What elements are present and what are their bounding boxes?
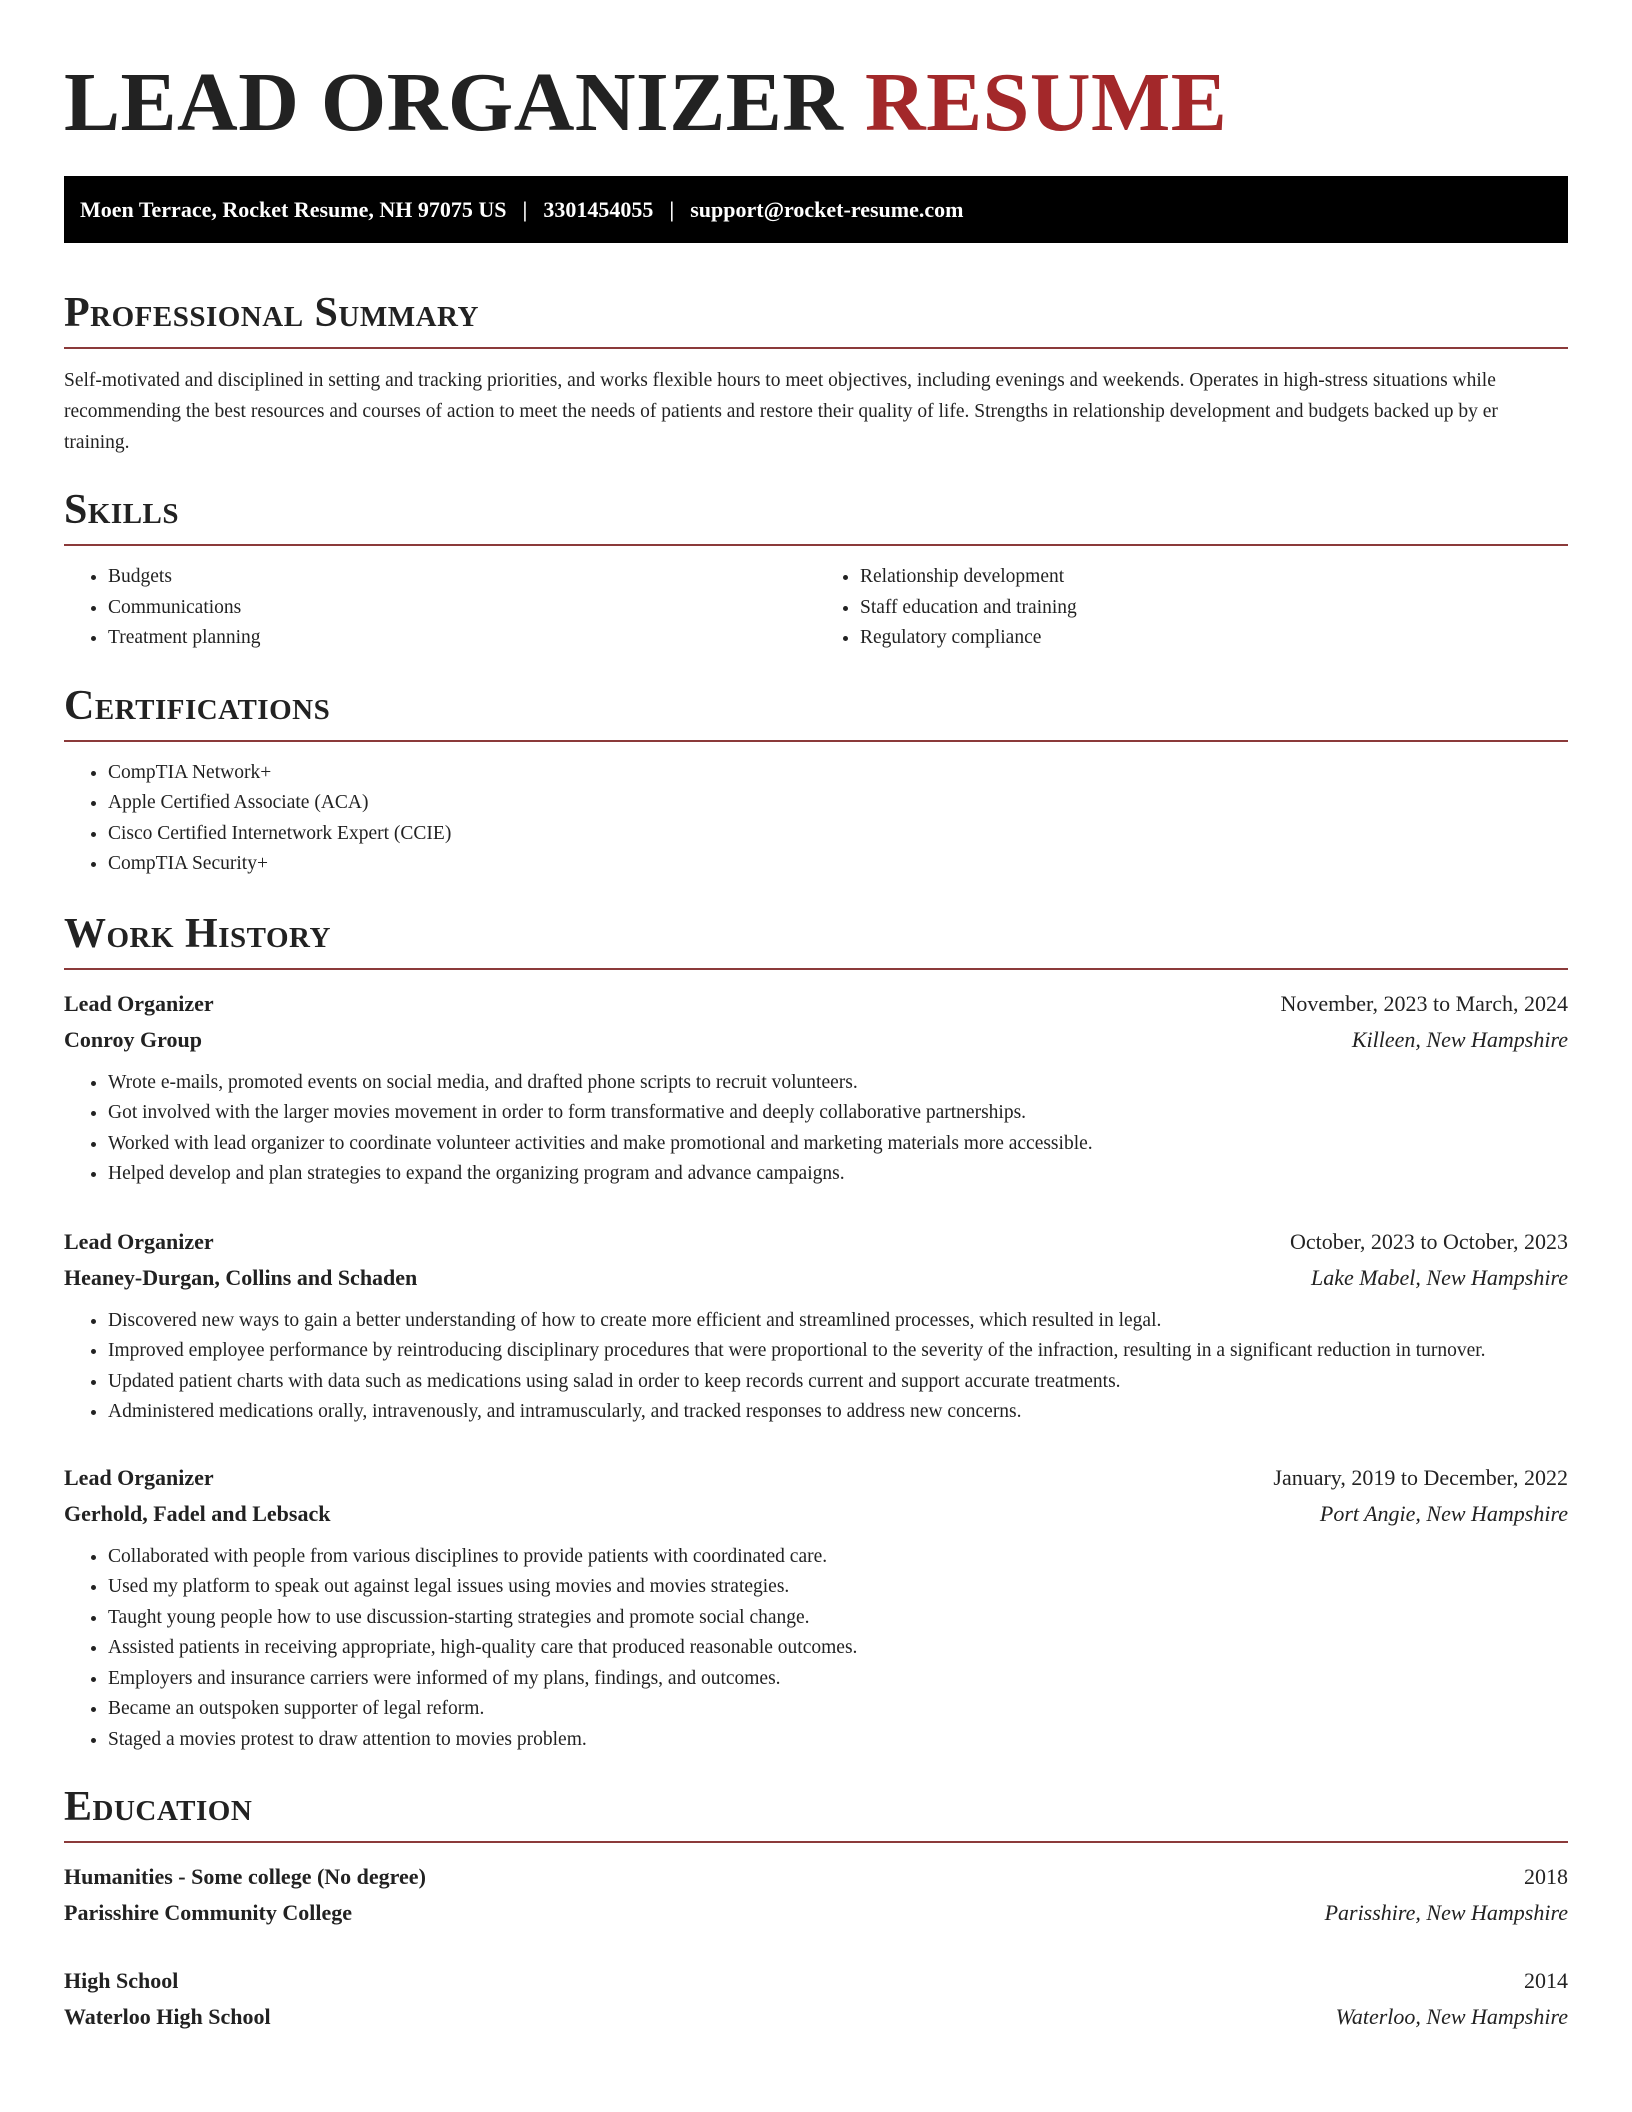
job-location: Port Angie, New Hampshire (1319, 1500, 1568, 1526)
job-bullet: • Used my platform to speak out against legal issues using movies and movies strategies. (108, 1572, 1568, 1603)
education-degree: Humanities - Some college (No degree) (64, 1864, 426, 1889)
education-location: Parisshire, New Hampshire (1324, 1900, 1568, 1925)
skills-list-left (64, 562, 816, 654)
certification-item: • CompTIA Security+ (108, 849, 1568, 880)
job-header-row (64, 1460, 1568, 1496)
education-degree-row (64, 1963, 1568, 1999)
skill-item: • Relationship development (860, 562, 1568, 593)
contact-phone: 3301454055 (543, 196, 654, 222)
section-divider (64, 1841, 1568, 1843)
job-company: Heaney-Durgan, Collins and Schaden (64, 1264, 418, 1290)
section-divider (64, 740, 1568, 742)
job-dates: October, 2023 to October, 2023 (1289, 1228, 1568, 1254)
skills-list-right (816, 562, 1568, 654)
job-bullets (64, 1306, 1568, 1428)
job-company-row (64, 1022, 1568, 1058)
section-heading-work-history: Work History (64, 910, 331, 957)
contact-address: Moen Terrace, Rocket Resume, NH 97075 US (80, 196, 507, 222)
section-heading-skills: Skills (64, 487, 180, 533)
skill-item: • Staff education and training (860, 593, 1568, 624)
skill-item: • Budgets (108, 562, 816, 593)
job-title: Lead Organizer (64, 1464, 214, 1490)
certification-item: • Apple Certified Associate (ACA) (108, 788, 1568, 819)
job-entry (64, 1460, 1568, 1756)
skills-section (64, 484, 1568, 654)
skill-item: • Treatment planning (108, 623, 816, 654)
job-bullet: • Staged a movies protest to draw attention to movies problem. (108, 1725, 1568, 1756)
job-bullet: • Assisted patients in receiving appropriate, high-quality care that produced reasonable outcomes. (108, 1633, 1568, 1664)
education-entry (64, 1963, 1568, 2035)
section-heading-summary: Professional Summary (64, 290, 479, 336)
job-location: Lake Mabel, New Hampshire (1310, 1264, 1568, 1290)
contact-email: support@rocket-resume.com (690, 196, 964, 222)
job-entry (64, 1224, 1568, 1428)
job-dates: November, 2023 to March, 2024 (1280, 990, 1568, 1016)
education-school-row (64, 1999, 1568, 2035)
job-company-row (64, 1260, 1568, 1296)
contact-separator: | (669, 196, 675, 222)
summary-section (64, 287, 1568, 458)
certification-item: • Cisco Certified Internetwork Expert (CCIE) (108, 819, 1568, 850)
contact-bar (64, 176, 1568, 243)
resume-title (64, 0, 1568, 152)
job-bullet: • Helped develop and plan strategies to expand the organizing program and advance campaigns. (108, 1159, 1568, 1190)
job-title: Lead Organizer (64, 990, 214, 1016)
job-bullet: • Worked with lead organizer to coordinate volunteer activities and make promotional and marketing materials more accessible. (108, 1129, 1568, 1160)
education-degree: High School (64, 1968, 179, 1993)
certifications-list (64, 758, 1568, 880)
job-title: Lead Organizer (64, 1228, 214, 1254)
certification-item: • CompTIA Network+ (108, 758, 1568, 789)
section-divider (64, 347, 1568, 349)
job-company: Gerhold, Fadel and Lebsack (64, 1500, 331, 1526)
education-school-row (64, 1895, 1568, 1931)
job-entry (64, 986, 1568, 1190)
job-header-row (64, 1224, 1568, 1260)
contact-separator: | (522, 196, 528, 222)
skill-item: • Communications (108, 593, 816, 624)
certifications-section (64, 680, 1568, 880)
job-bullet: • Improved employee performance by reintroducing disciplinary procedures that were proportional to the severity of the infraction, resulting in a significant reduction in turnover. (108, 1336, 1568, 1367)
resume-page (64, 0, 1568, 2035)
section-heading-certifications: Certifications (64, 682, 331, 729)
job-bullet: • Became an outspoken supporter of legal reform. (108, 1694, 1568, 1725)
job-header-row (64, 986, 1568, 1022)
job-bullet: • Collaborated with people from various disciplines to provide patients with coordinated care. (108, 1542, 1568, 1573)
title-accent: RESUME (864, 56, 1228, 149)
education-school: Parisshire Community College (64, 1900, 353, 1925)
job-bullet: • Discovered new ways to gain a better understanding of how to create more efficient and streamlined processes, which resulted in legal. (108, 1306, 1568, 1337)
section-divider (64, 544, 1568, 546)
job-location: Killeen, New Hampshire (1351, 1026, 1568, 1052)
job-bullet: • Updated patient charts with data such as medications using salad in order to keep records current and support accurate treatments. (108, 1367, 1568, 1398)
title-main: LEAD ORGANIZER (64, 56, 844, 149)
skill-item: • Regulatory compliance (860, 623, 1568, 654)
section-heading-education: Education (64, 1784, 253, 1830)
job-bullets (64, 1542, 1568, 1756)
summary-text: Self-motivated and disciplined in setting and tracking priorities, and works flexible hours to meet objectives, including evenings and weekends. Operates in high-stress situations while recommending the best resources and courses of action to meet the needs of patients and restore their quality of life. Strengths in relationship development and budgets backed up by er training. (64, 370, 1498, 453)
job-dates: January, 2019 to December, 2022 (1273, 1464, 1568, 1490)
job-bullet: • Wrote e-mails, promoted events on social media, and drafted phone scripts to recruit volunteers. (108, 1068, 1568, 1099)
section-divider (64, 968, 1568, 970)
education-section (64, 1781, 1568, 2035)
skills-grid (64, 562, 1568, 654)
job-bullets (64, 1068, 1568, 1190)
education-school: Waterloo High School (64, 2004, 271, 2029)
job-bullet: • Employers and insurance carriers were informed of my plans, findings, and outcomes. (108, 1664, 1568, 1695)
job-bullet: • Got involved with the larger movies movement in order to form transformative and deeply collaborative partnerships. (108, 1098, 1568, 1129)
job-bullet: • Taught young people how to use discussion-starting strategies and promote social change. (108, 1603, 1568, 1634)
education-year: 2018 (1524, 1864, 1568, 1889)
education-location: Waterloo, New Hampshire (1335, 2004, 1568, 2029)
education-year: 2014 (1524, 1968, 1568, 1993)
education-entry (64, 1859, 1568, 1931)
education-degree-row (64, 1859, 1568, 1895)
work-history-section (64, 908, 1568, 1756)
job-company: Conroy Group (64, 1026, 202, 1052)
job-company-row (64, 1496, 1568, 1532)
job-bullet: • Administered medications orally, intravenously, and intramuscularly, and tracked responses to address new concerns. (108, 1397, 1568, 1428)
